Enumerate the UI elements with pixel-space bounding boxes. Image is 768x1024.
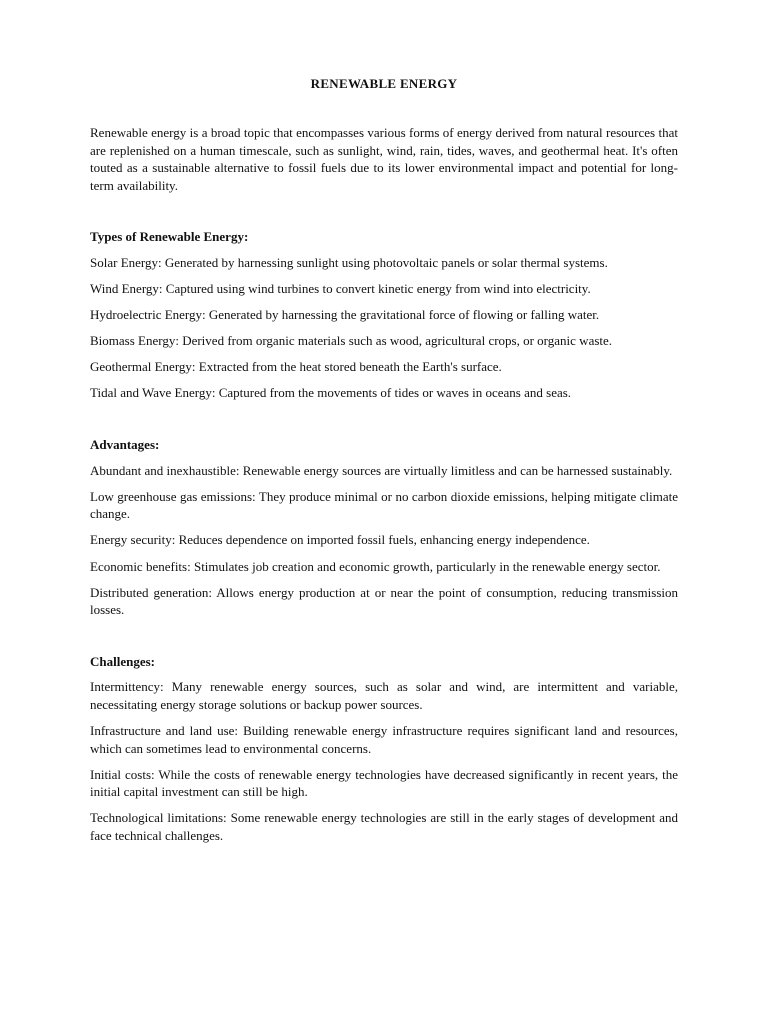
section-heading: Types of Renewable Energy: bbox=[90, 229, 249, 245]
list-item: Infrastructure and land use: Building renewable energy infrastructure requires significant land and resources, which can sometimes lead to environmental concerns. bbox=[90, 723, 678, 756]
list-item: Initial costs: While the costs of renewable energy technologies have decreased significantly in recent years, the initial capital investment can still be high. bbox=[90, 766, 678, 800]
list-item: Technological limitations: Some renewable energy technologies are still in the early stages of development and face technical challenges. bbox=[90, 810, 678, 844]
list-item: Distributed generation: Allows energy production at or near the point of consumption, reducing transmission losses. bbox=[90, 584, 678, 618]
list-item: Tidal and Wave Energy: Captured from the movements of tides or waves in oceans and seas. bbox=[90, 385, 572, 401]
list-item: Low greenhouse gas emissions: They produce minimal or no carbon dioxide emissions, helping mitigate climate change. bbox=[90, 488, 678, 522]
section-heading: Advantages: bbox=[90, 437, 160, 453]
list-item: Economic benefits: Stimulates job creation and economic growth, particularly in the renewable energy sector. bbox=[90, 558, 661, 574]
section-types bbox=[90, 228, 678, 402]
list-item: Geothermal Energy: Extracted from the heat stored beneath the Earth's surface. bbox=[90, 359, 502, 375]
list-item: Hydroelectric Energy: Generated by harnessing the gravitational force of flowing or falling water. bbox=[90, 307, 600, 323]
section-advantages bbox=[90, 436, 678, 619]
section-heading: Challenges: bbox=[90, 653, 155, 669]
document-page bbox=[90, 74, 678, 879]
document-title: RENEWABLE ENERGY bbox=[310, 76, 458, 91]
section-challenges bbox=[90, 653, 678, 845]
list-item: Abundant and inexhaustible: Renewable energy sources are virtually limitless and can be harnessed sustainably. bbox=[90, 462, 673, 478]
list-item: Solar Energy: Generated by harnessing sunlight using photovoltaic panels or solar thermal systems. bbox=[90, 254, 608, 270]
list-item: Wind Energy: Captured using wind turbines to convert kinetic energy from wind into electricity. bbox=[90, 281, 591, 297]
intro-paragraph: Renewable energy is a broad topic that encompasses various forms of energy derived from natural resources that are replenished on a human timescale, such as sunlight, wind, rain, tides, waves, and geothermal heat. It's often touted as a sustainable alternative to fossil fuels due to its lower environmental impact and potential for long-term availability. bbox=[90, 125, 678, 193]
list-item: Biomass Energy: Derived from organic materials such as wood, agricultural crops, or organic waste. bbox=[90, 333, 613, 349]
list-item: Intermittency: Many renewable energy sources, such as solar and wind, are intermittent and variable, necessitating energy storage solutions or backup power sources. bbox=[90, 679, 678, 712]
list-item: Energy security: Reduces dependence on imported fossil fuels, enhancing energy independence. bbox=[90, 532, 590, 548]
